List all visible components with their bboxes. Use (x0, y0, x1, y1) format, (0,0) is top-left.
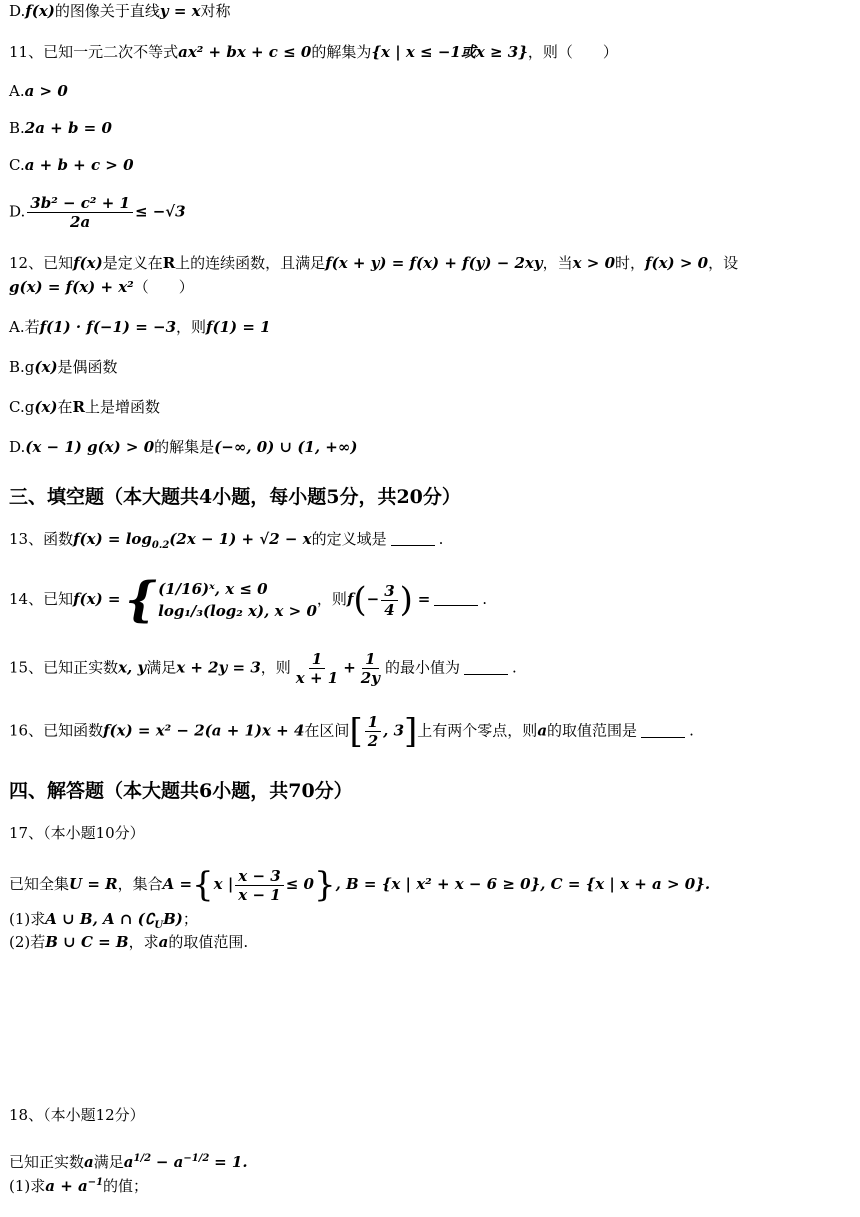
stem-text: 上的连续函数，且满足 (175, 254, 326, 272)
answer-blank (391, 545, 435, 546)
stem-text: 的定义域是 (311, 530, 387, 548)
part-text: ； (182, 910, 198, 928)
option-text: 在 (57, 398, 73, 416)
math-expr: , B = {x | x² + x − 6 ≥ 0}, C = {x | x + a > 0}. (335, 875, 711, 893)
math-expr: R (162, 254, 176, 272)
fraction: $\frac{3}{4}$ (381, 582, 397, 619)
math-expr: a (84, 1153, 94, 1171)
fraction: $\frac{1}{x + 1}$ (295, 650, 339, 687)
math-expr: A ∪ B, A ∩ (∁ (45, 910, 155, 928)
stem-text: ，则 (316, 590, 347, 608)
math-expr: {x | x ≤ −1或x ≥ 3} (371, 43, 528, 61)
option-label: B.g (9, 358, 35, 376)
question-11-option-c (9, 154, 134, 176)
math-expr: = (417, 590, 431, 608)
section-heading-3: 三、填空题（本大题共4小题，每小题5分，共20分） (9, 486, 461, 508)
option-label: D. (9, 438, 26, 456)
stem-text: 的解集为 (311, 43, 372, 61)
math-expr: (−∞, 0) ∪ (1, +∞) (214, 438, 358, 456)
brace-icon: { (125, 572, 157, 628)
math-expr: g(x) = f(x) + x² (9, 278, 134, 296)
math-expr: x, y (118, 658, 147, 677)
stem-text: 13、函数 (9, 530, 74, 548)
option-text: 的解集是 (154, 438, 215, 456)
stem-text: 14、已知 (9, 590, 74, 608)
question-12-option-a (9, 316, 271, 338)
math-expr: B) (163, 910, 183, 928)
math-expr: − a (155, 1153, 184, 1171)
answer-blank (434, 605, 478, 606)
math-expr: (x) (34, 358, 58, 376)
math-superscript: −1 (87, 1177, 104, 1188)
stem-text: 是定义在 (102, 254, 163, 272)
math-expr: a (123, 1153, 134, 1171)
section-heading-4: 四、解答题（本大题共6小题，共70分） (9, 780, 353, 802)
question-12-option-c (9, 396, 160, 418)
math-expr: f(x) = log (73, 530, 152, 548)
stem-text: 满足 (93, 1153, 124, 1171)
stem-text: ，当 (542, 254, 573, 272)
part-text: 的值； (103, 1177, 149, 1195)
stem-text: 在区间 (304, 721, 350, 740)
math-expr: ≤ 0 (285, 875, 314, 893)
question-12-stem-line1 (9, 252, 738, 274)
option-label: C.g (9, 398, 35, 416)
math-expr: a (537, 721, 548, 740)
math-expr: (x) (34, 398, 58, 416)
math-superscript: 1/2 (133, 1153, 152, 1164)
math-expr: + (343, 658, 356, 677)
stem-text: . (689, 721, 694, 740)
question-18-header: 18、（本小题12分） (9, 1106, 145, 1124)
stem-text: 已知全集 (9, 875, 70, 893)
math-expr: a > 0 (24, 82, 68, 100)
stem-text: 已知正实数 (9, 1153, 85, 1171)
question-18-stem (9, 1148, 248, 1173)
math-expr: a (158, 933, 169, 951)
question-12-option-d (9, 436, 357, 458)
math-expr: x > 0 (572, 254, 616, 272)
math-expr: ax² + bx + c ≤ 0 (178, 43, 312, 61)
question-15 (9, 650, 517, 687)
option-text: ，则 (176, 318, 207, 336)
fraction: $\frac{x - 3}{x - 1}$ (235, 867, 283, 904)
math-expr: ≤ −√3 (134, 202, 186, 221)
case-row: log₁/₃(log₂ x), x > 0 (158, 602, 317, 620)
stem-text: 的取值范围是 (547, 721, 638, 740)
option-label: A.若 (9, 318, 40, 336)
stem-text: ，则 (260, 658, 291, 677)
stem-text: 16、已知函数 (9, 721, 104, 740)
math-expr: f(x) = x² − 2(a + 1)x + 4 (103, 721, 305, 740)
math-expr: = 1. (214, 1153, 248, 1171)
stem-text: . (482, 590, 488, 608)
answer-blank (641, 737, 685, 738)
question-17-header: 17、（本小题10分） (9, 824, 145, 842)
stem-text: （ ） (133, 278, 194, 296)
question-12-stem-line2 (9, 276, 194, 298)
option-label: D. (9, 2, 26, 20)
stem-text: ，集合 (117, 875, 163, 893)
option-label: C. (9, 156, 25, 174)
math-expr: (x − 1) g(x) > 0 (25, 438, 155, 456)
math-expr: y = x (159, 2, 201, 20)
math-expr: f(x) = (73, 590, 121, 608)
fraction: $\frac{\text{3b² − c² + 1}}{2a}$ (27, 194, 133, 231)
question-11-option-b (9, 117, 112, 139)
math-expr: A = (162, 875, 193, 893)
math-expr: f(x + y) = f(x) + f(y) − 2xy (325, 254, 543, 272)
part-text: ，求 (128, 933, 159, 951)
piecewise-cases (125, 572, 317, 628)
math-subscript: 0.2 (151, 540, 170, 551)
part-text: 的取值范围. (168, 933, 249, 951)
stem-text: ，设 (708, 254, 739, 272)
math-expr: U = R (69, 875, 118, 893)
math-expr: f(1) · f(−1) = −3 (39, 318, 177, 336)
stem-text: 时， (615, 254, 646, 272)
stem-text: 满足 (146, 658, 177, 677)
question-17-stem: 已知全集U = R，集合A ={x | $\frac{x - 3}{x - 1}$ ≤ 0}, B = {x | x² + x − 6 ≥ 0}, C = {x | x + a > 0}. (9, 865, 711, 905)
fraction: $\frac{1}{2}$ (365, 713, 381, 750)
math-expr: a + a (45, 1177, 88, 1195)
option-text: 是偶函数 (57, 358, 118, 376)
math-subscript: U (154, 920, 164, 931)
math-expr: (2x − 1) + √2 − x (169, 530, 312, 548)
option-text: 对称 (200, 2, 231, 20)
question-18-part-1 (9, 1172, 148, 1197)
question-17-part-2 (9, 931, 248, 953)
math-expr: x | (213, 875, 234, 893)
option-text: 的图像关于直线 (54, 2, 160, 20)
option-10d (9, 0, 231, 22)
stem-text: 15、已知正实数 (9, 658, 119, 677)
stem-text: . (438, 530, 444, 548)
math-expr: R (72, 398, 85, 416)
math-expr: , 3 (383, 721, 405, 740)
fraction: $\frac{1}{2y}$ (360, 650, 380, 687)
math-expr: f(x) (73, 254, 103, 272)
math-expr: f(x) (25, 2, 55, 20)
part-text: (1)求 (9, 910, 46, 928)
math-expr: x + 2y = 3 (176, 658, 261, 677)
stem-text: . (511, 658, 517, 677)
case-row: (1/16)ˣ, x ≤ 0 (158, 580, 268, 598)
answer-blank (464, 674, 508, 675)
stem-text: 的最小值为 (384, 658, 460, 677)
stem-text: 12、已知 (9, 254, 74, 272)
math-expr: 2a + b = 0 (24, 119, 112, 137)
part-text: (1)求 (9, 1177, 46, 1195)
stem-text: ，则（ ） (527, 43, 618, 61)
option-label: A. (9, 82, 25, 100)
question-14: 14、已知f(x) = { (1/16)ˣ, x ≤ 0 log₁/₃(log₂ x), x > 0 ，则f(− $\frac{3}{4}$ ) = . (9, 572, 488, 628)
math-superscript: −1/2 (183, 1153, 210, 1164)
math-expr: B ∪ C = B (45, 933, 129, 951)
question-16: 16、已知函数f(x) = x² − 2(a + 1)x + 4在区间[ $\frac{1}{2}$ , 3]上有两个零点，则a的取值范围是 . (9, 711, 694, 752)
question-11-option-d (9, 194, 186, 231)
question-11-option-a (9, 80, 68, 102)
math-expr: f(x) > 0 (645, 254, 709, 272)
stem-text: 11、已知一元二次不等式 (9, 43, 179, 61)
math-expr: f(1) = 1 (206, 318, 271, 336)
math-expr: f (346, 590, 354, 608)
option-text: 上是增函数 (84, 398, 160, 416)
stem-text: 上有两个零点，则 (417, 721, 538, 740)
part-text: (2)若 (9, 933, 46, 951)
question-11-stem (9, 41, 618, 63)
option-label: B. (9, 119, 25, 137)
option-label: D. (9, 202, 26, 221)
question-13 (9, 528, 443, 557)
question-12-option-b (9, 356, 118, 378)
math-expr: a + b + c > 0 (24, 156, 134, 174)
